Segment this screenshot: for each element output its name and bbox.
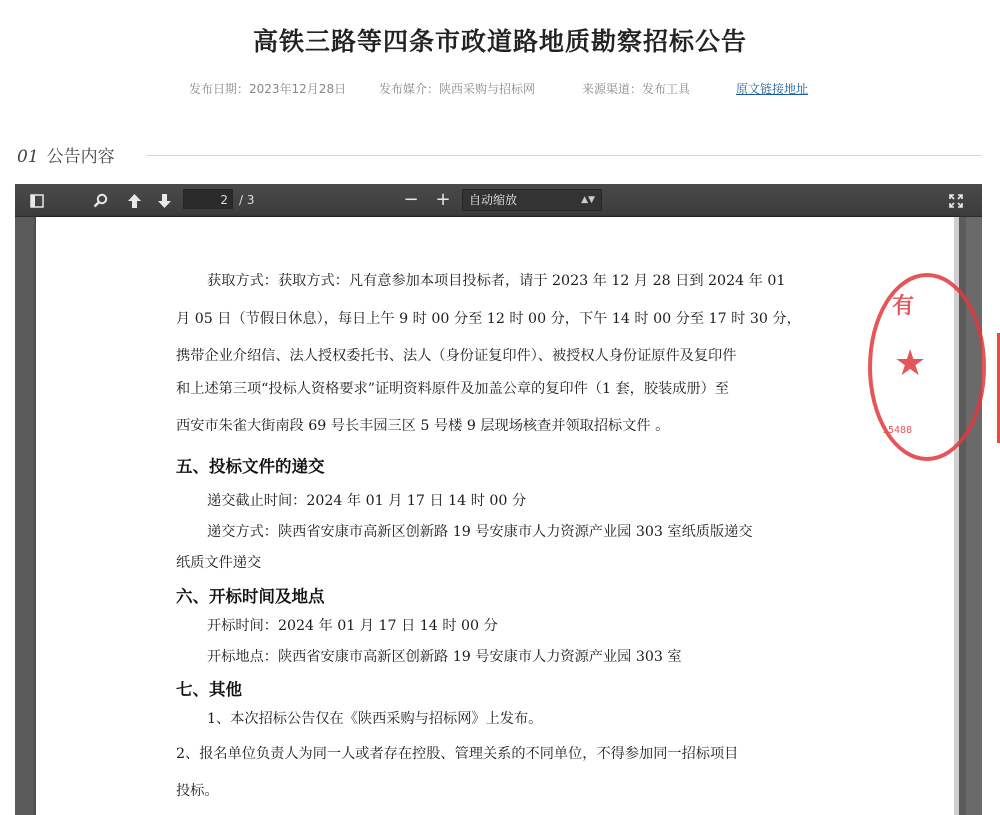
doc-line: 西安市朱雀大街南段 69 号长丰园三区 5 号楼 9 层现场核查并领取招标文件 。 [176,418,670,434]
doc-line: 递交方式：陕西省安康市高新区创新路 19 号安康市人力资源产业园 303 室纸质版递交 [207,524,753,540]
zoom-select[interactable] [462,189,602,211]
original-link[interactable]: 原文链接地址 [736,82,809,96]
zoom-select-value: 自动缩放 [469,193,518,207]
fullscreen-icon[interactable] [945,184,967,216]
next-page-icon[interactable] [153,184,175,216]
seal-text: 有 [892,294,915,319]
doc-line: 携带企业介绍信、法人授权委托书、法人（身份证复印件）、被授权人身份证原件及复印件 [176,348,737,364]
seal-number: 15488 [882,425,913,436]
section-divider [146,155,982,156]
search-icon[interactable] [89,184,111,216]
zoom-in-button[interactable]: + [435,189,451,210]
doc-line: 开标地点：陕西省安康市高新区创新路 19 号安康市人力资源产业园 303 室 [207,649,682,665]
doc-line: 和上述第三项“投标人资格要求”证明资料原件及加盖公章的复印件（1 套，胶装成册）至 [176,381,729,397]
doc-line: 月 05 日（节假日休息），每日上午 9 时 00 分至 12 时 00 分，下午 14 时 00 分至 17 时 30 分， [176,311,801,327]
doc-line: 投标。 [176,783,219,799]
pdf-viewer [15,184,982,815]
sidebar-toggle-icon[interactable] [27,184,47,216]
doc-heading: 七、其他 [176,680,242,699]
chevron-updown-icon: ▲▼ [581,195,595,205]
page-title: 高铁三路等四条市政道路地质勘察招标公告 [252,27,747,56]
source-channel: 来源渠道：发布工具 [582,82,691,96]
doc-line: 1、本次招标公告仅在《陕西采购与招标网》上发布。 [207,711,543,727]
doc-line: 获取方式：获取方式：凡有意参加本项目投标者，请于 2023 年 12 月 28 日到 2024 年 01 [207,273,786,289]
official-seal [868,273,986,461]
pdf-toolbar [15,184,982,217]
pdf-page [36,217,956,815]
doc-line: 2、报名单位负责人为同一人或者存在控股、管理关系的不同单位，不得参加同一招标项目 [176,746,739,762]
section-number: 01 [17,147,39,167]
star-icon: ★ [894,343,927,384]
section-title: 公告内容 [46,147,115,167]
publish-media: 发布媒介：陕西采购与招标网 [379,82,536,96]
previous-page-icon[interactable] [123,184,145,216]
publish-date: 发布日期：2023年12月28日 [189,82,347,96]
page-total: / 3 [239,193,255,207]
section-heading [17,142,115,167]
zoom-out-button[interactable]: − [403,189,419,210]
doc-heading: 五、投标文件的递交 [176,457,325,476]
doc-heading: 六、开标时间及地点 [176,587,325,606]
doc-line: 开标时间：2024 年 01 月 17 日 14 时 00 分 [207,618,498,634]
doc-line: 递交截止时间：2024 年 01 月 17 日 14 时 00 分 [207,493,527,509]
doc-line: 纸质文件递交 [176,555,262,571]
page-number-input[interactable]: 2 [183,189,233,209]
